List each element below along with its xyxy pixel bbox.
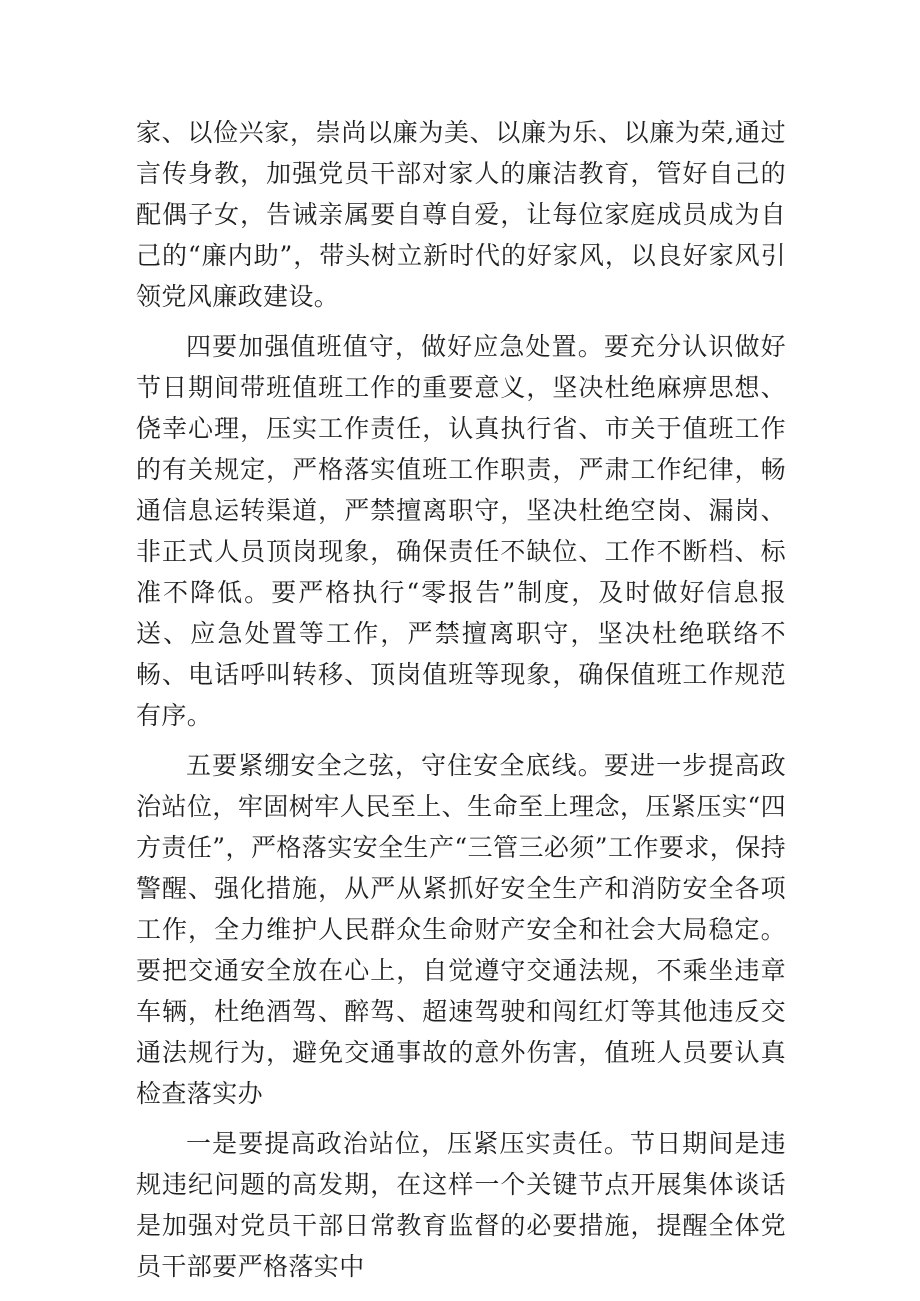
- paragraph-safety: 五要紧绷安全之弦，守住安全底线。要进一步提高政治站位，牢固树牢人民至上、生命至上理念，压紧压实“四方责任”，严格落实安全生产“三管三必须”工作要求，保持警醒、强化措施，从严从紧抓好安全生产和消防安全各项工作，全力维护人民群众生命财产安全和社会大局稳定。要把交通安全放在心上，自觉遵守交通法规，不乘坐违章车辆，杜绝酒驾、醉驾、超速驾驶和闯红灯等其他违反交通法规行为，避免交通事故的意外伤害，值班人员要认真检查落实办: [136, 751, 786, 1108]
- paragraph-political-stance: 一是要提高政治站位，压紧压实责任。节日期间是违规违纪问题的高发期，在这样一个关键节点开展集体谈话是加强对党员干部日常教育监督的必要措施，提醒全体党员干部要严格落实中: [136, 1129, 786, 1281]
- paragraph-continued: 家、以俭兴家，崇尚以廉为美、以廉为乐、以廉为荣,通过言传身教，加强党员干部对家人的廉洁教育，管好自己的配偶子女，告诫亲属要自尊自爱，让每位家庭成员成为自己的“廉内助”，带头树立新时代的好家风，以良好家风引领党风廉政建设。: [136, 118, 786, 311]
- document-body: [136, 112, 786, 1296]
- paragraph-duty-watch: 四要加强值班值守，做好应急处置。要充分认识做好节日期间带班值班工作的重要意义，坚决杜绝麻痹思想、侥幸心理，压实工作责任，认真执行省、市关于值班工作的有关规定，严格落实值班工作职责，严肃工作纪律，畅通信息运转渠道，严禁擅离职守，坚决杜绝空岗、漏岗、非正式人员顶岗现象，确保责任不缺位、工作不断档、标准不降低。要严格执行“零报告”制度，及时做好信息报送、应急处置等工作，严禁擅离职守，坚决杜绝联络不畅、电话呼叫转移、顶岗值班等现象，确保值班工作规范有序。: [136, 332, 786, 730]
